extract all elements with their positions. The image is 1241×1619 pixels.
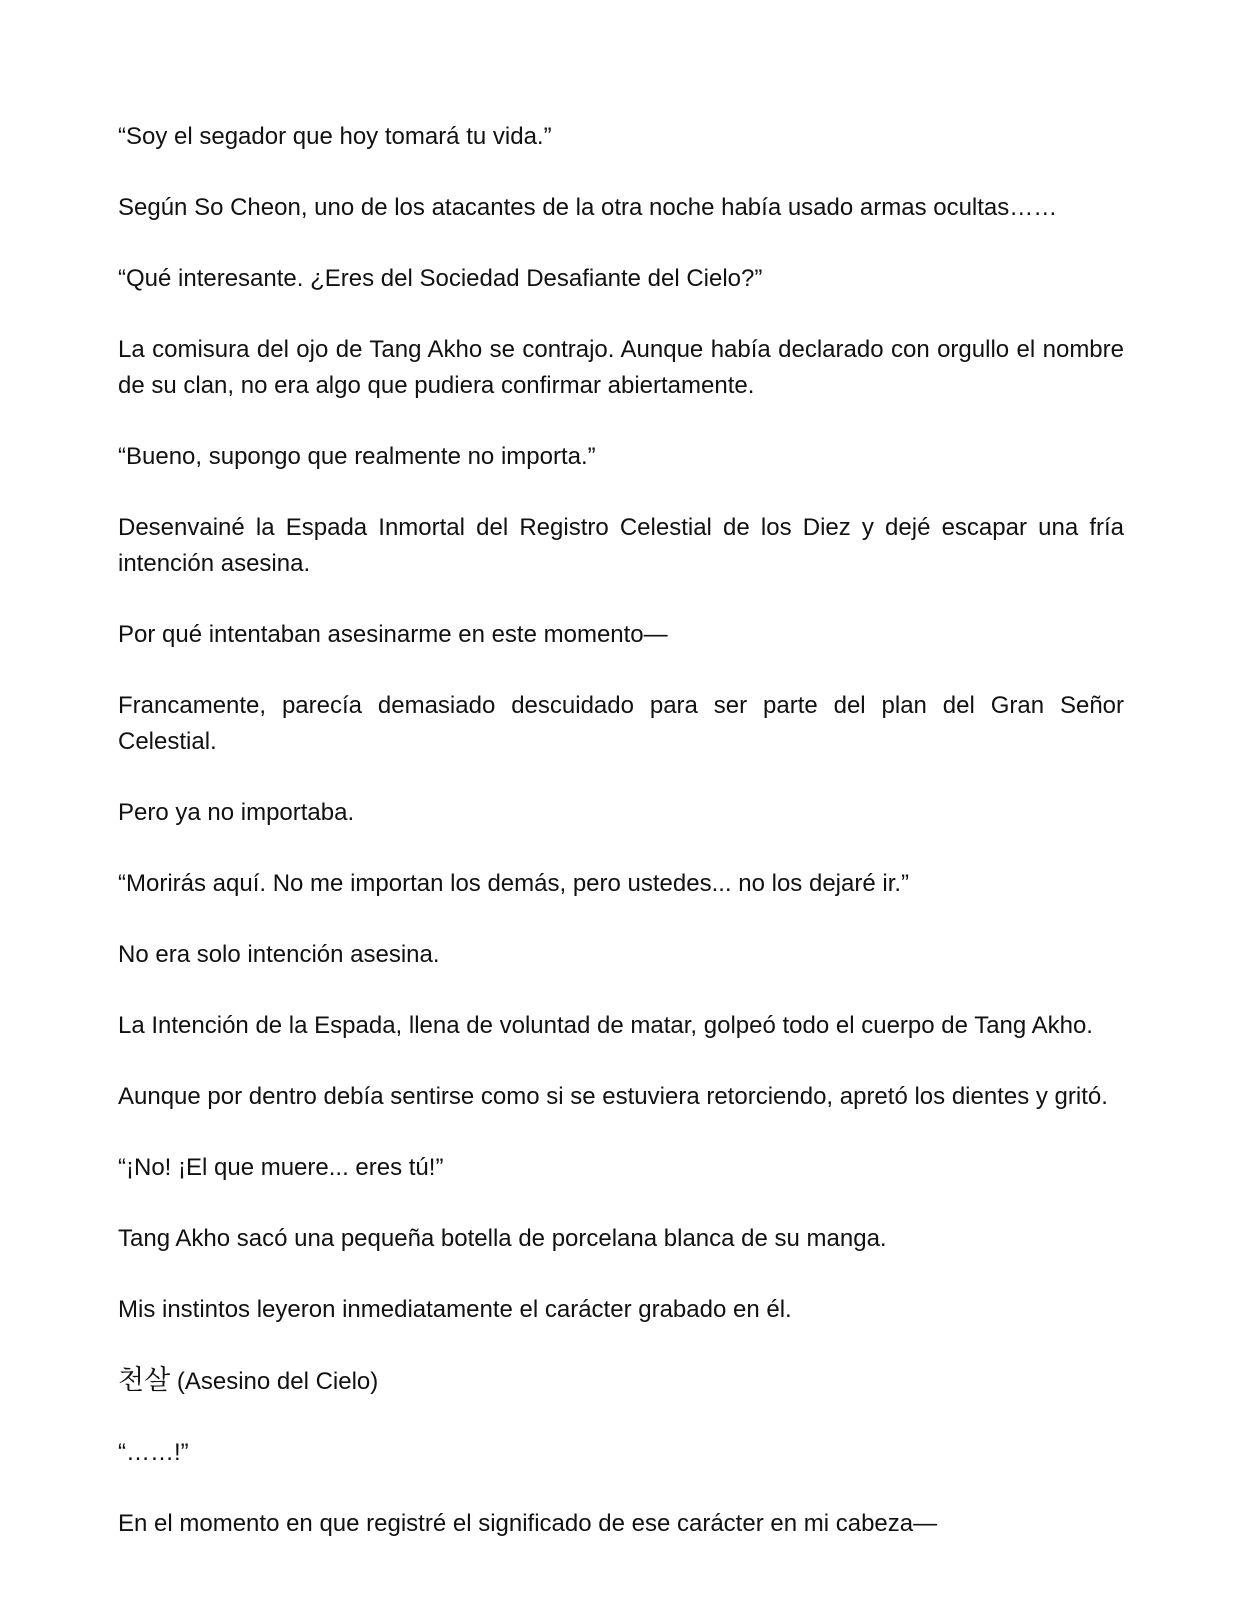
paragraph: Pero ya no importaba. <box>118 799 355 826</box>
paragraph: Tang Akho sacó una pequeña botella de porcelana blanca de su manga. <box>118 1225 887 1252</box>
paragraph: “Soy el segador que hoy tomará tu vida.” <box>118 123 552 150</box>
paragraph: Según So Cheon, uno de los atacantes de la otra noche había usado armas ocultas…… <box>118 194 1058 221</box>
hangul-translation: (Asesino del Cielo) <box>170 1368 379 1395</box>
paragraph: “Qué interesante. ¿Eres del Sociedad Desafiante del Cielo?” <box>118 265 763 292</box>
hangul-characters: 천살 <box>118 1365 171 1396</box>
paragraph: “Morirás aquí. No me importan los demás, pero ustedes... no los dejaré ir.” <box>118 870 910 897</box>
paragraph: “……!” <box>118 1439 189 1466</box>
paragraph: No era solo intención asesina. <box>118 941 440 968</box>
paragraph: Francamente, parecía demasiado descuidado para ser parte del plan del Gran Señor Celestial. <box>118 692 1124 755</box>
paragraph: En el momento en que registré el significado de ese carácter en mi cabeza— <box>118 1510 938 1537</box>
paragraph: Aunque por dentro debía sentirse como si se estuviera retorciendo, apretó los dientes y gritó. <box>118 1083 1108 1110</box>
paragraph: La comisura del ojo de Tang Akho se contrajo. Aunque había declarado con orgullo el nombre de su clan, no era algo que pudiera confirmar abiertamente. <box>118 336 1124 399</box>
hangul-paragraph <box>118 1363 1124 1400</box>
paragraph: Desenvainé la Espada Inmortal del Registro Celestial de los Diez y dejé escapar una fría intención asesina. <box>118 514 1124 577</box>
paragraph: Por qué intentaban asesinarme en este momento— <box>118 621 668 648</box>
paragraph: “Bueno, supongo que realmente no importa.” <box>118 443 596 470</box>
text-body <box>118 119 1124 1542</box>
paragraph: La Intención de la Espada, llena de voluntad de matar, golpeó todo el cuerpo de Tang Akho. <box>118 1012 1093 1039</box>
paragraph: Mis instintos leyeron inmediatamente el carácter grabado en él. <box>118 1296 792 1323</box>
paragraph: “¡No! ¡El que muere... eres tú!” <box>118 1154 444 1181</box>
